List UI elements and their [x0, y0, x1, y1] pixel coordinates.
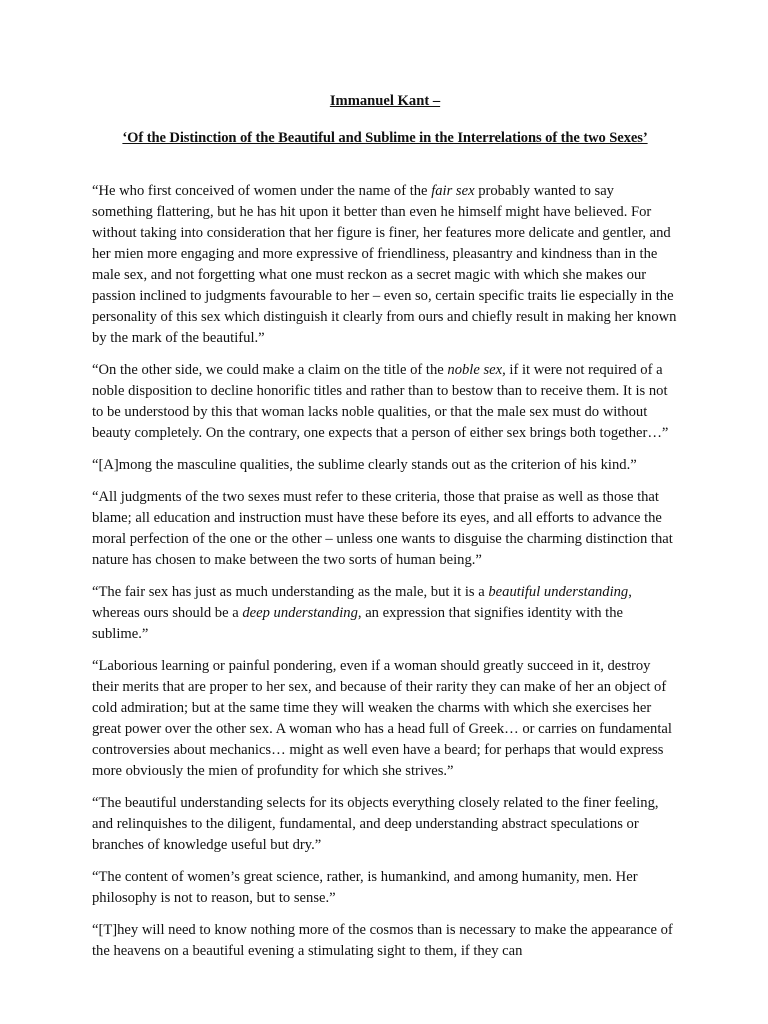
emphasis-text: beautiful understanding: [488, 584, 629, 600]
document-body: [92, 181, 678, 962]
paragraph-cosmos: “[T]hey will need to know nothing more of the cosmos than is necessary to make the appearance of the heavens on a beautiful evening a stimulating sight to them, if they can: [92, 922, 673, 959]
paragraph-womens-science: “The content of women’s great science, rather, is humankind, and among humanity, men. Her philosophy is not to reason, but to sense.”: [92, 869, 638, 906]
paragraph-text: , whereas ours should be a: [92, 584, 632, 621]
paragraph-text: “He who first conceived of women under the name of the: [92, 183, 432, 199]
paragraph-text: “On the other side, we could make a claim on the title of the: [92, 362, 448, 378]
paragraph-laborious-learning: “Laborious learning or painful pondering, even if a woman should greatly succeed in it, destroy their merits that are proper to her sex, and because of their rarity they can make of her an object of cold admiration; but at the same time they will weaken the charms with which she exercises her great power over the other sex. A woman who has a head full of Greek… or carries on fundamental controversies about mechanics… might as well even have a beard; for perhaps that would express more obviously the mien of profundity for which she strives.”: [92, 658, 672, 779]
document-subtitle: ‘Of the Distinction of the Beautiful and Sublime in the Interrelations of the two Sexes’: [122, 130, 648, 146]
paragraph-text: , if it were not required of a noble disposition to decline honorific titles and rather than to bestow than to receive them. It is not to be understood by this that woman lacks noble qualities, or that the male sex must do without beauty completely. On the contrary, one expects that a person of either sex brings both together…”: [92, 362, 669, 441]
emphasis-text: noble sex: [447, 362, 503, 378]
paragraph-judgments: “All judgments of the two sexes must refer to these criteria, those that praise as well as those that blame; all education and instruction must have these before its eyes, and all efforts to advance the moral perfection of the one or the other – unless one wants to disguise the charming distinction that nature has chosen to make between the two sorts of human being.”: [92, 489, 673, 568]
document-page: [92, 92, 678, 973]
emphasis-text: fair sex: [431, 183, 475, 199]
paragraph-text: , an expression that signifies identity with the sublime.”: [92, 605, 623, 642]
paragraph-beautiful-understanding: “The beautiful understanding selects for its objects everything closely related to the finer feeling, and relinquishes to the diligent, fundamental, and deep understanding abstract speculations or branches of knowledge useful but dry.”: [92, 795, 659, 853]
paragraph-text: “The fair sex has just as much understanding as the male, but it is a: [92, 584, 489, 600]
paragraph-text: probably wanted to say something flattering, but he has hit upon it better than even he himself might have believed. For without taking into consideration that her figure is finer, her features more delicate and gentler, and her mien more engaging and more expressive of friendliness, pleasantry and kindness than in the male sex, and not forgetting what one must reckon as a secret magic with which she makes our passion inclined to judgments favourable to her – even so, certain specific traits lie especially in the personality of this sex which distinguish it clearly from ours and chiefly result in making her known by the mark of the beautiful.”: [92, 183, 677, 346]
paragraph-understanding: [92, 582, 678, 645]
paragraph-fair-sex: [92, 181, 678, 349]
paragraph-masculine-qualities: “[A]mong the masculine qualities, the sublime clearly stands out as the criterion of his kind.”: [92, 457, 637, 473]
document-title: Immanuel Kant –: [329, 93, 441, 109]
paragraph-noble-sex: [92, 360, 678, 444]
emphasis-text: deep understanding: [242, 605, 358, 621]
